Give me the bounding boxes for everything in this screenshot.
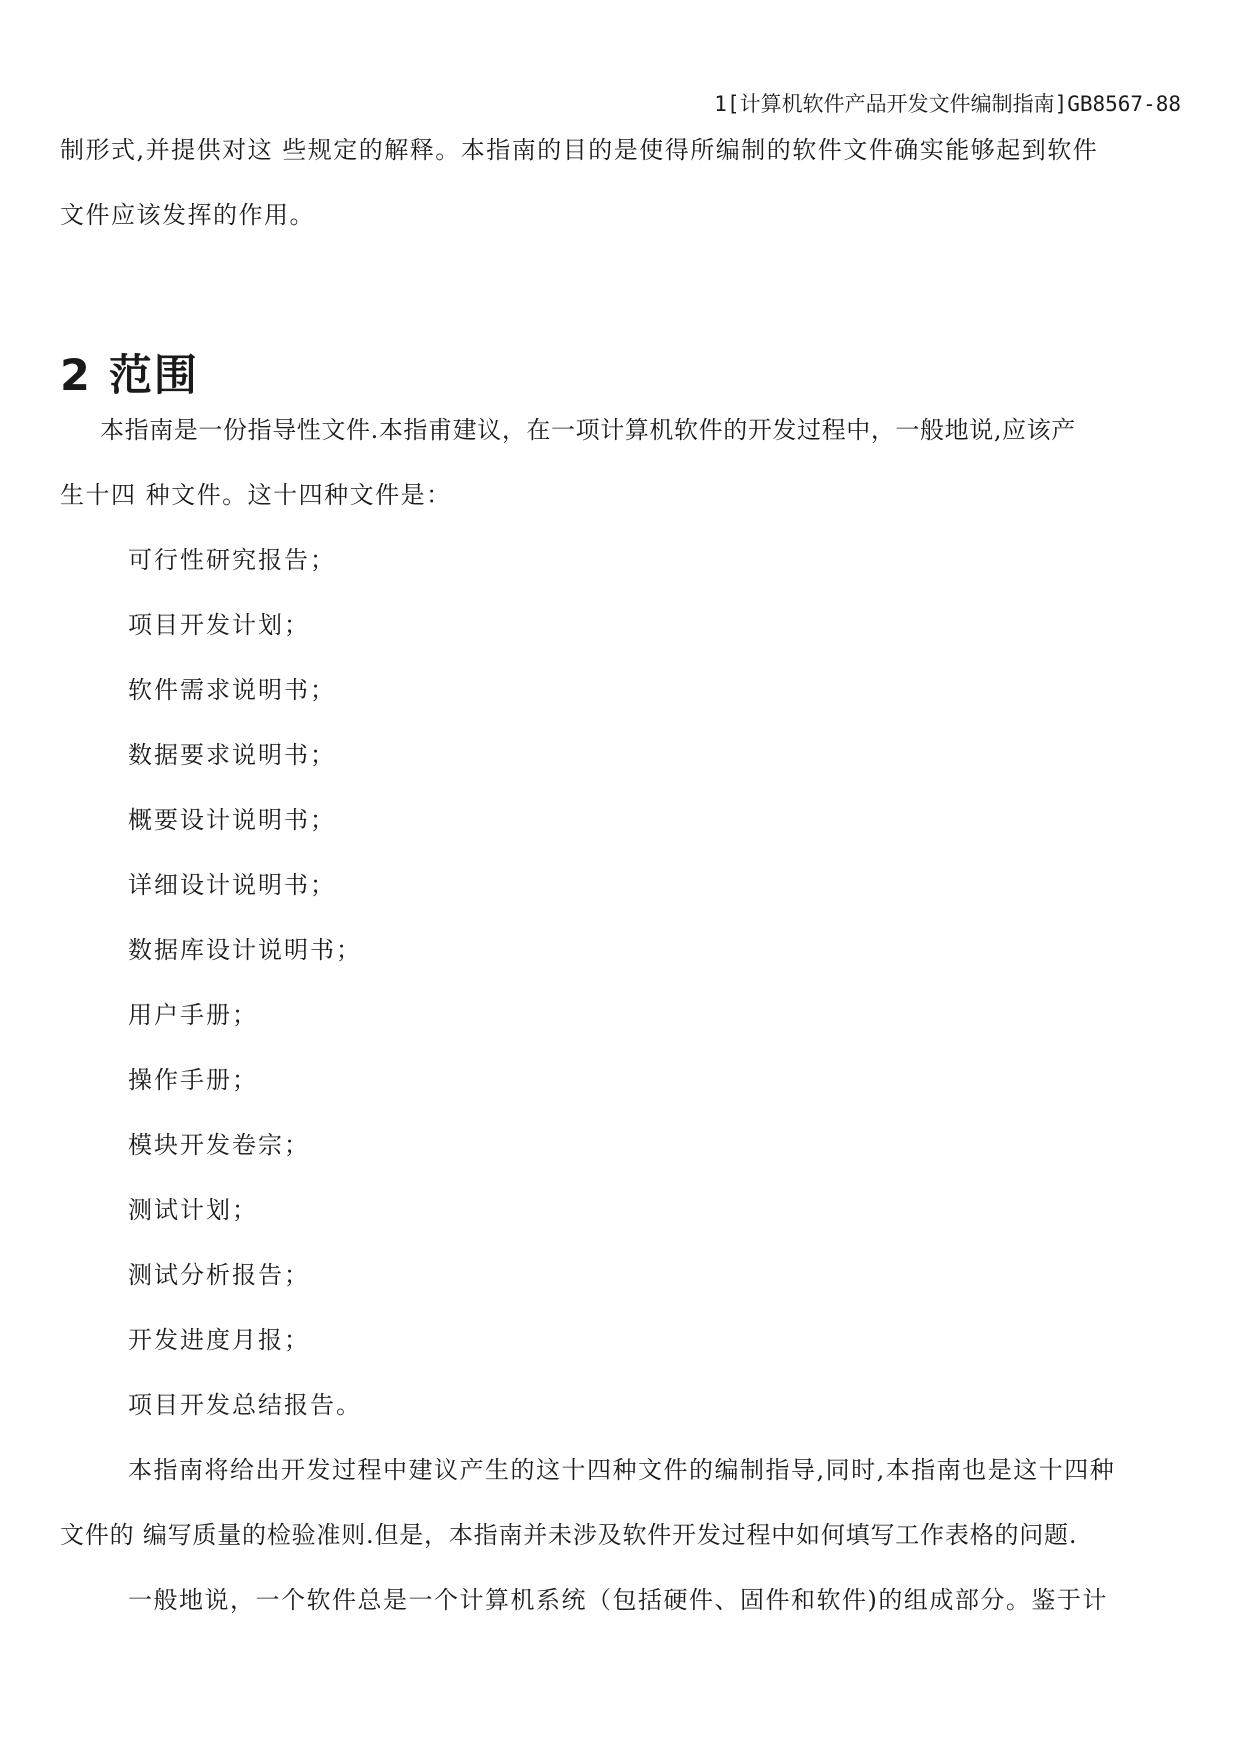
list-item: 开发进度月报； <box>128 1326 310 1354</box>
list-item: 项目开发总结报告。 <box>128 1391 362 1419</box>
list-item: 操作手册； <box>128 1066 258 1094</box>
intro-line-2: 文件应该发挥的作用。 <box>60 201 315 229</box>
list-item: 测试分析报告； <box>128 1261 310 1289</box>
list-item: 概要设计说明书； <box>128 806 336 834</box>
guidance-paragraph-line-2: 文件的 编写质量的检验准则.但是，本指南并未涉及软件开发过程中如何填写工作表格的问题. <box>60 1521 1078 1549</box>
guidance-paragraph-line-1: 本指南将给出开发过程中建议产生的这十四种文件的编制指导,同时,本指南也是这十四种 <box>128 1456 1116 1484</box>
list-item: 可行性研究报告； <box>128 546 336 574</box>
list-item: 模块开发卷宗； <box>128 1131 310 1159</box>
list-item: 项目开发计划； <box>128 611 310 639</box>
running-header: 1[计算机软件产品开发文件编制指南]GB8567-88 <box>714 92 1181 116</box>
list-item: 数据库设计说明书； <box>128 936 362 964</box>
scope-paragraph-line-1: 本指南是一份指导性文件.本指甫建议，在一项计算机软件的开发过程中，一般地说,应该产 <box>100 416 1076 444</box>
list-item: 详细设计说明书； <box>128 871 336 899</box>
section-heading: 2 范围 <box>60 351 199 401</box>
intro-line-1: 制形式,并提供对这 些规定的解释。本指南的目的是使得所编制的软件文件确实能够起到软件 <box>60 136 1099 164</box>
system-paragraph-line-1: 一般地说，一个软件总是一个计算机系统（包括硬件、固件和软件)的组成部分。鉴于计 <box>128 1586 1108 1614</box>
list-item: 测试计划； <box>128 1196 258 1224</box>
list-item: 用户手册； <box>128 1001 258 1029</box>
list-item: 数据要求说明书； <box>128 741 336 769</box>
list-item: 软件需求说明书； <box>128 676 336 704</box>
scope-paragraph-line-2: 生十四 种文件。这十四种文件是： <box>60 481 452 509</box>
